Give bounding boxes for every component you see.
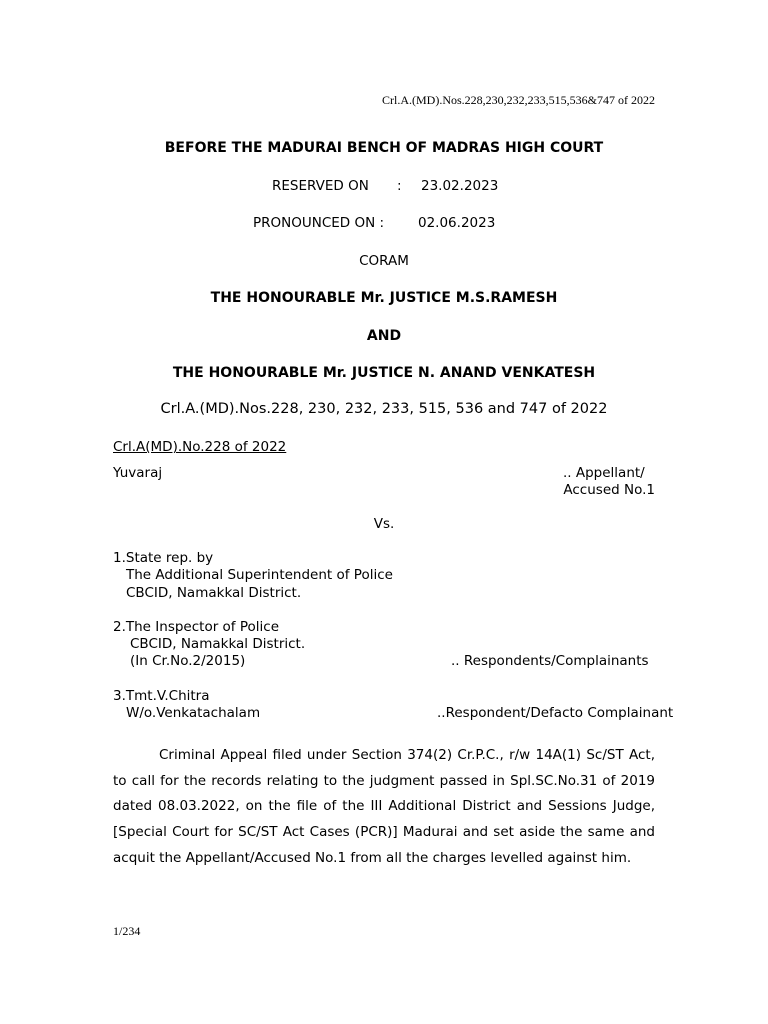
reserved-on-separator: :: [397, 178, 402, 194]
respondent-1-line3: CBCID, Namakkal District.: [126, 585, 302, 601]
appellant-role-line1: .. Appellant/: [563, 465, 645, 481]
respondent-2-line1: 2.The Inspector of Police: [113, 619, 279, 635]
respondent-1-line2: The Additional Superintendent of Police: [126, 567, 393, 583]
reserved-on-label: RESERVED ON: [272, 178, 369, 194]
appellant-role-line2: Accused No.1: [563, 482, 655, 498]
case-number-heading: Crl.A(MD).No.228 of 2022: [113, 439, 287, 455]
respondent-2-role: .. Respondents/Complainants: [451, 653, 649, 669]
respondent-3-line2: W/o.Venkatachalam: [126, 705, 261, 721]
pronounced-on-label: PRONOUNCED ON :: [253, 215, 385, 231]
appellant-name: Yuvaraj: [113, 465, 163, 481]
page-number: 1/234: [113, 924, 141, 938]
respondent-3-role: ..Respondent/Defacto Complainant: [437, 705, 674, 721]
reserved-on-date: 23.02.2023: [421, 178, 499, 194]
judge-two: THE HONOURABLE Mr. JUSTICE N. ANAND VENKATESH: [172, 365, 596, 381]
versus: Vs.: [373, 516, 395, 532]
reserved-on-row: [0, 178, 768, 198]
pronounced-on-row: [0, 215, 768, 235]
judge-one: THE HONOURABLE Mr. JUSTICE M.S.RAMESH: [210, 290, 558, 306]
case-numbers: Crl.A.(MD).Nos.228, 230, 232, 233, 515, 536 and 747 of 2022: [160, 401, 608, 417]
coram-heading: CORAM: [359, 253, 409, 269]
respondent-2-line3: (In Cr.No.2/2015): [130, 653, 246, 669]
respondent-2-line2: CBCID, Namakkal District.: [130, 636, 306, 652]
court-title: BEFORE THE MADURAI BENCH OF MADRAS HIGH COURT: [164, 140, 604, 156]
respondent-1-line1: 1.State rep. by: [113, 550, 214, 566]
and-separator: AND: [366, 328, 402, 344]
case-reference-header: Crl.A.(MD).Nos.228,230,232,233,515,536&747 of 2022: [382, 93, 655, 107]
pronounced-on-date: 02.06.2023: [418, 215, 496, 231]
appeal-paragraph: Criminal Appeal filed under Section 374(2) Cr.P.C., r/w 14A(1) Sc/ST Act, to call for the records relating to the judgment passed in Spl.SC.No.31 of 2019 dated 08.03.2022, on the file of the III Additional District and Sessions Judge, [Special Court for SC/ST Act Cases (PCR)] Madurai and set aside the same and acquit the Appellant/Accused No.1 from all the charges levelled against him.: [113, 747, 655, 866]
respondent-3-line1: 3.Tmt.V.Chitra: [113, 688, 210, 704]
